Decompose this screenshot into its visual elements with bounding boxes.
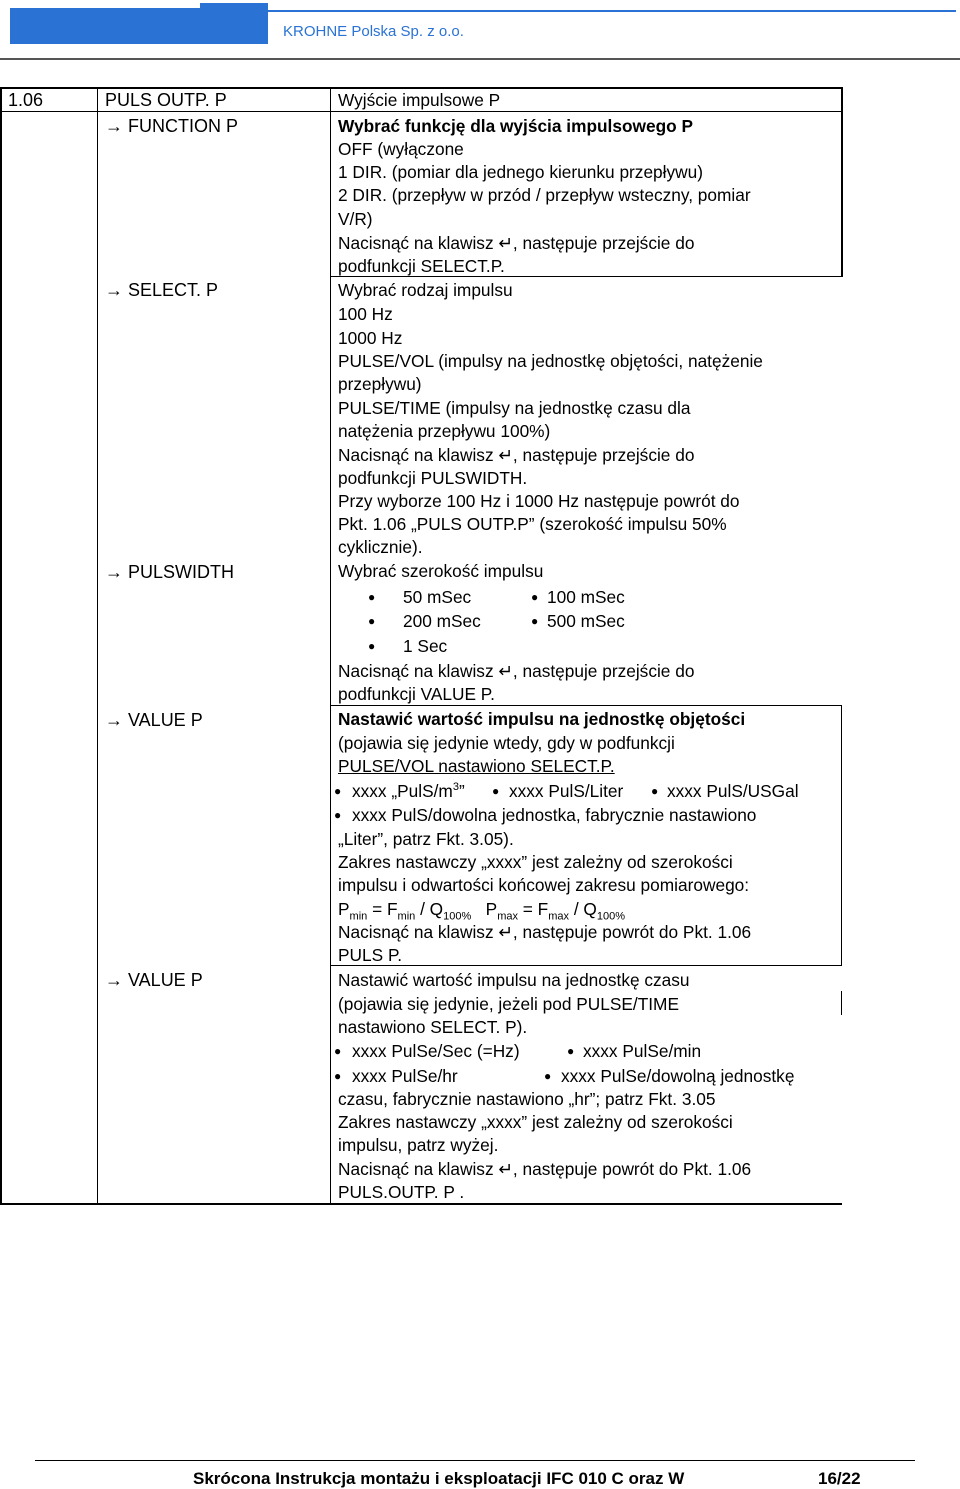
select-line: Przy wyborze 100 Hz i 1000 Hz następuje powrót do	[338, 491, 740, 511]
pulswidth-option: 1 Sec	[403, 636, 448, 656]
formula-part: = F	[367, 899, 398, 919]
value-time-range: Zakres nastawczy „xxxx” jest zależny od szerokości	[338, 1112, 733, 1132]
pulswidth-option: 200 mSec	[403, 611, 481, 631]
bullet-icon: ●	[368, 590, 376, 604]
select-line: Wybrać rodzaj impulsu	[338, 280, 513, 300]
table-col-divider-2	[330, 87, 331, 1205]
table-border-right	[841, 991, 842, 1015]
value-vol-range: Zakres nastawczy „xxxx” jest zależny od szerokości	[338, 852, 733, 872]
section-name: PULS OUTP. P	[105, 90, 227, 110]
bullet-icon: ●	[531, 614, 539, 628]
value-time-unit: xxxx PulSe/dowolną jednostkę	[561, 1066, 795, 1086]
value-time-unit: xxxx PulSe/Sec (=Hz)	[352, 1041, 520, 1061]
select-line: cyklicznie).	[338, 537, 423, 557]
page-number: 16/22	[818, 1469, 861, 1488]
header-logo-band	[10, 8, 268, 44]
formula-part: / Q	[569, 899, 597, 919]
pulswidth-next: Nacisnąć na klawisz ↵, następuje przejście do	[338, 661, 695, 681]
bullet-icon: ●	[492, 784, 500, 798]
value-time-unit: xxxx PulSe/hr	[352, 1066, 458, 1086]
section-description: Wyjście impulsowe P	[338, 90, 501, 110]
table-border-right	[841, 87, 843, 277]
bullet-icon: ●	[531, 590, 539, 604]
bullet-icon: ●	[544, 1069, 552, 1083]
bullet-icon: ●	[334, 1044, 342, 1058]
formula-sub: min	[397, 910, 416, 923]
table-cell-bottom	[330, 965, 842, 966]
bullet-icon: ●	[567, 1044, 575, 1058]
value-time-unit: czasu, fabrycznie nastawiono „hr”; patrz Fkt. 3.05	[338, 1089, 716, 1109]
function-line: V/R)	[338, 209, 373, 229]
value-time-unit: xxxx PulSe/min	[583, 1041, 702, 1061]
unit-superscript: 3	[452, 781, 459, 794]
formula-sub: 100%	[443, 910, 472, 923]
value-vol-unit	[352, 780, 465, 803]
value-time-note: (pojawia się jedynie, jeżeli pod PULSE/TIME	[338, 994, 679, 1014]
value-vol-formula	[338, 898, 625, 921]
value-time-back: PULS.OUTP. P .	[338, 1182, 465, 1202]
pulswidth-title: Wybrać szerokość impulsu	[338, 561, 544, 581]
bullet-icon: ●	[368, 614, 376, 628]
value-vol-note: (pojawia się jedynie wtedy, gdy w podfunkcji	[338, 733, 675, 753]
value-vol-back: Nacisnąć na klawisz ↵, następuje powrót do Pkt. 1.06	[338, 922, 752, 942]
select-line: PULSE/TIME (impulsy na jednostkę czasu dla	[338, 398, 691, 418]
pulswidth-option: 100 mSec	[547, 587, 625, 607]
bullet-icon: ●	[651, 784, 659, 798]
bullet-icon: ●	[334, 808, 342, 822]
formula-part: P	[338, 899, 350, 919]
header-divider	[0, 58, 960, 60]
value-vol-unit: xxxx PulS/dowolna jednostka, fabrycznie nastawiono	[352, 805, 757, 825]
value-vol-note: PULSE/VOL nastawiono SELECT.P.	[338, 756, 615, 776]
function-line: OFF (wyłączone	[338, 139, 464, 159]
footer-divider	[35, 1460, 915, 1461]
value-time-range: impulsu, patrz wyżej.	[338, 1135, 499, 1155]
select-line: podfunkcji PULSWIDTH.	[338, 468, 528, 488]
value-time-title: Nastawić wartość impulsu na jednostkę czasu	[338, 970, 690, 990]
formula-sub: min	[349, 910, 368, 923]
bullet-icon: ●	[334, 784, 342, 798]
formula-sub: max	[548, 910, 570, 923]
value-vol-title: Nastawić wartość impulsu na jednostkę objętości	[338, 709, 746, 729]
header-accent-line	[268, 10, 956, 12]
table-col-divider-1	[97, 87, 98, 1205]
value-vol-unit: xxxx PulS/USGal	[667, 781, 799, 801]
table-border-right	[841, 705, 842, 965]
value-vol-unit: xxxx PulS/Liter	[509, 781, 624, 801]
bullet-icon: ●	[368, 639, 376, 653]
select-line: natężenia przepływu 100%)	[338, 421, 551, 441]
value-vol-back: PULS P.	[338, 945, 403, 965]
value-vol-range: impulsu i odwartości końcowej zakresu pomiarowego:	[338, 875, 750, 895]
formula-part: = F	[517, 899, 549, 919]
pulswidth-option: 50 mSec	[403, 587, 472, 607]
select-label: → SELECT. P	[105, 280, 219, 300]
value-time-note: nastawiono SELECT. P).	[338, 1017, 528, 1037]
unit-text: ”	[458, 781, 465, 801]
formula-sub: max	[497, 910, 518, 923]
function-line: podfunkcji SELECT.P.	[338, 256, 505, 276]
select-line: przepływu)	[338, 374, 422, 394]
function-line: 2 DIR. (przepływ w przód / przepływ wsteczny, pomiar	[338, 185, 751, 205]
function-line: Nacisnąć na klawisz ↵, następuje przejście do	[338, 233, 695, 253]
section-number: 1.06	[8, 90, 44, 110]
unit-text: xxxx „PulS/m	[352, 781, 453, 801]
table-border-left	[0, 87, 2, 1205]
select-line: 1000 Hz	[338, 328, 403, 348]
function-label: → FUNCTION P	[105, 116, 238, 136]
company-name: KROHNE Polska Sp. z o.o.	[283, 23, 464, 40]
select-line: PULSE/VOL (impulsy na jednostkę objętości, natężenie	[338, 351, 763, 371]
pulswidth-option: 500 mSec	[547, 611, 625, 631]
formula-sub: 100%	[596, 910, 626, 923]
formula-part: P	[485, 899, 498, 919]
pulswidth-next: podfunkcji VALUE P.	[338, 684, 495, 704]
bullet-icon: ●	[334, 1069, 342, 1083]
footer-title: Skrócona Instrukcja montażu i eksploatacji IFC 010 C oraz W	[193, 1469, 685, 1488]
value-time-back: Nacisnąć na klawisz ↵, następuje powrót do Pkt. 1.06	[338, 1159, 752, 1179]
value-vol-label: → VALUE P	[105, 710, 203, 730]
formula-part: / Q	[415, 899, 444, 919]
function-line: 1 DIR. (pomiar dla jednego kierunku przepływu)	[338, 162, 703, 182]
value-vol-unit: „Liter”, patrz Fkt. 3.05).	[338, 829, 514, 849]
select-line: Pkt. 1.06 „PULS OUTP.P” (szerokość impulsu 50%	[338, 514, 727, 534]
value-time-label: → VALUE P	[105, 970, 203, 990]
select-line: 100 Hz	[338, 304, 393, 324]
function-line: Wybrać funkcję dla wyjścia impulsowego P	[338, 116, 694, 136]
pulswidth-label: → PULSWIDTH	[105, 562, 235, 582]
select-line: Nacisnąć na klawisz ↵, następuje przejście do	[338, 445, 695, 465]
